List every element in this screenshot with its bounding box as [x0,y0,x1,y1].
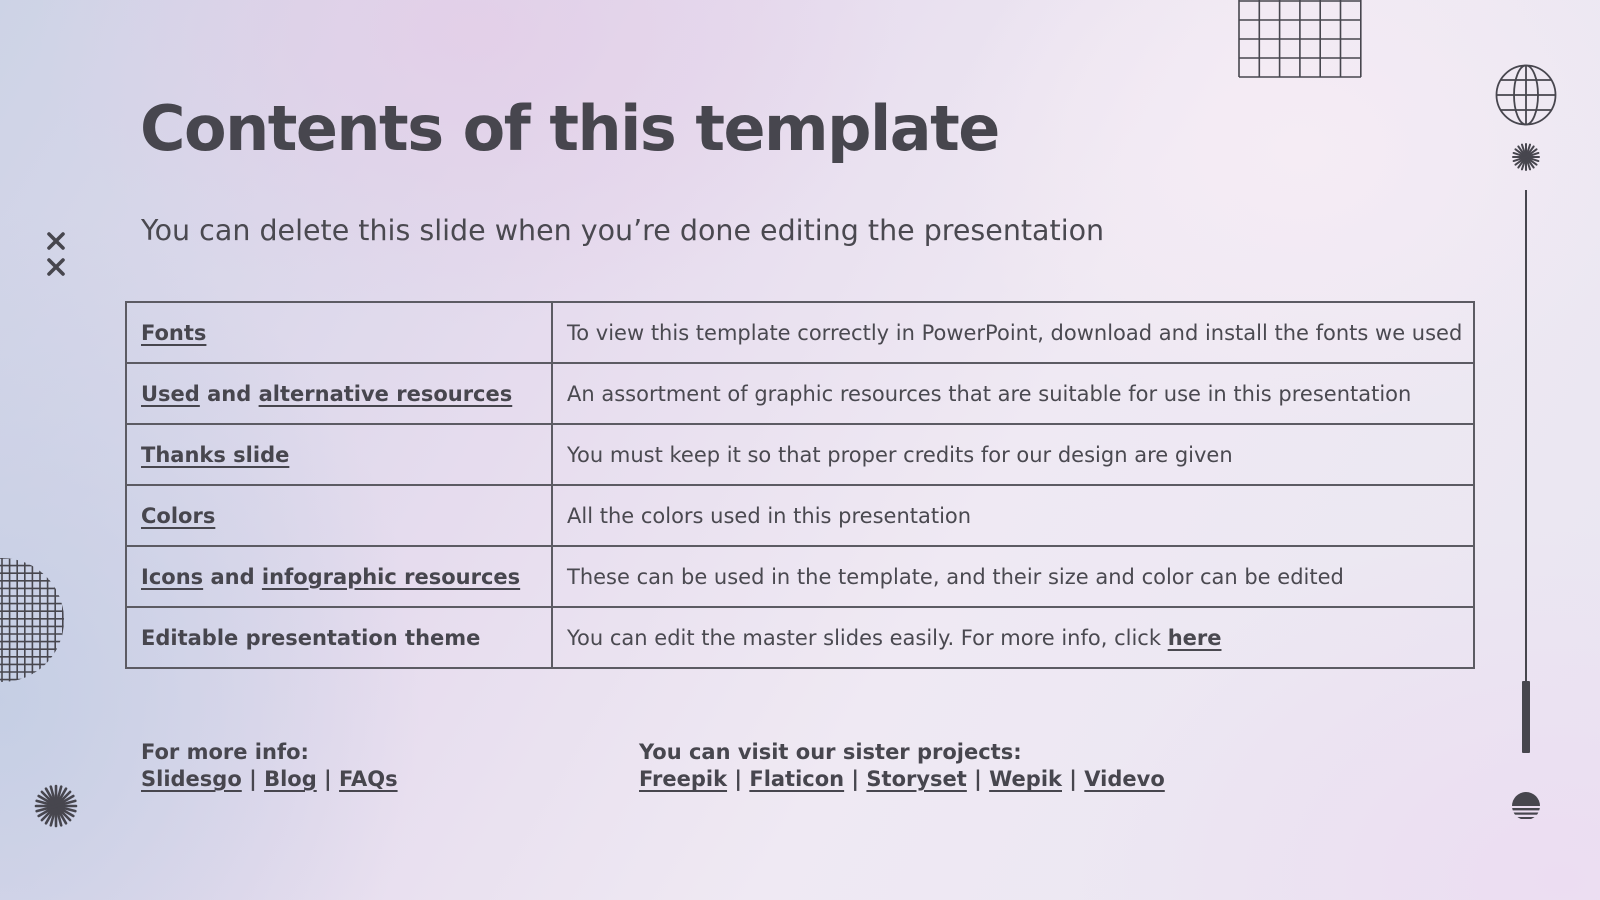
resource-description-cell [552,485,1474,546]
more-info-block [141,739,398,793]
contents-table-body [126,302,1474,668]
resource-name-cell [126,424,552,485]
dotted-circle-grid [0,556,66,684]
cell-text: An assortment of graphic resources that are suitable for use in this presentation [567,381,1412,406]
scroll-line [1525,190,1527,752]
sunburst-icon [1511,142,1541,172]
resource-name-cell [126,363,552,424]
globe-icon [1494,63,1558,127]
wepik-link[interactable]: Wepik [989,767,1062,791]
table-row [126,424,1474,485]
resource-description-cell [552,424,1474,485]
page-title: Contents of this template [140,92,999,165]
cell-text: You must keep it so that proper credits for our design are given [567,442,1233,467]
sunburst-icon [34,784,78,828]
cell-text: and [199,381,259,406]
sister-projects-links [639,766,1165,793]
flaticon-link[interactable]: Flaticon [749,767,845,791]
sister-projects-label: You can visit our sister projects: [639,740,1022,764]
videvo-link[interactable]: Videvo [1084,767,1165,791]
resource-name-cell [126,485,552,546]
sister-projects-block [639,739,1165,793]
faqs-link[interactable]: FAQs [339,767,398,791]
resource-description-cell [552,302,1474,363]
scroll-thumb [1522,681,1530,753]
blog-link[interactable]: Blog [264,767,317,791]
table-row [126,302,1474,363]
table-row [126,363,1474,424]
resource-name-cell [126,302,552,363]
cell-text: These can be used in the template, and their size and color can be edited [567,564,1344,589]
here-link[interactable]: here [1167,625,1222,650]
grid-pattern [1238,0,1363,80]
page-subtitle: You can delete this slide when you’re done editing the presentation [141,214,1105,247]
more-info-links [141,766,398,793]
storyset-link[interactable]: Storyset [866,767,967,791]
link-separator: | [844,767,867,791]
link-separator: | [241,767,265,791]
link-separator: | [966,767,990,791]
close-icon [46,231,66,277]
icons-link[interactable]: Icons [141,564,204,589]
link-separator: | [316,767,340,791]
used-link[interactable]: Used [141,381,200,406]
freepik-link[interactable]: Freepik [639,767,728,791]
resource-description-cell [552,546,1474,607]
cell-text: and [203,564,262,589]
cell-text: To view this template correctly in PowerPoint, download and install the fonts we used [567,320,1463,345]
table-row [126,546,1474,607]
table-row [126,485,1474,546]
cell-text: Editable presentation theme [141,625,481,650]
link-separator: | [1062,767,1085,791]
cell-text: All the colors used in this presentation [567,503,972,528]
slidesgo-link[interactable]: Slidesgo [141,767,242,791]
infographic-resources-link[interactable]: infographic resources [261,564,521,589]
table-row [126,607,1474,668]
alternative-resources-link[interactable]: alternative resources [258,381,513,406]
link-separator: | [727,767,750,791]
resource-name-cell [126,546,552,607]
resource-description-cell [552,363,1474,424]
thanks-slide-link[interactable]: Thanks slide [141,442,290,467]
contents-table [125,301,1475,669]
half-circle-lines-icon [1511,791,1541,821]
resource-description-cell [552,607,1474,668]
cell-text: You can edit the master slides easily. For more info, click [567,625,1168,650]
fonts-link[interactable]: Fonts [141,320,207,345]
more-info-label: For more info: [141,740,309,764]
colors-link[interactable]: Colors [141,503,216,528]
resource-name-cell [126,607,552,668]
